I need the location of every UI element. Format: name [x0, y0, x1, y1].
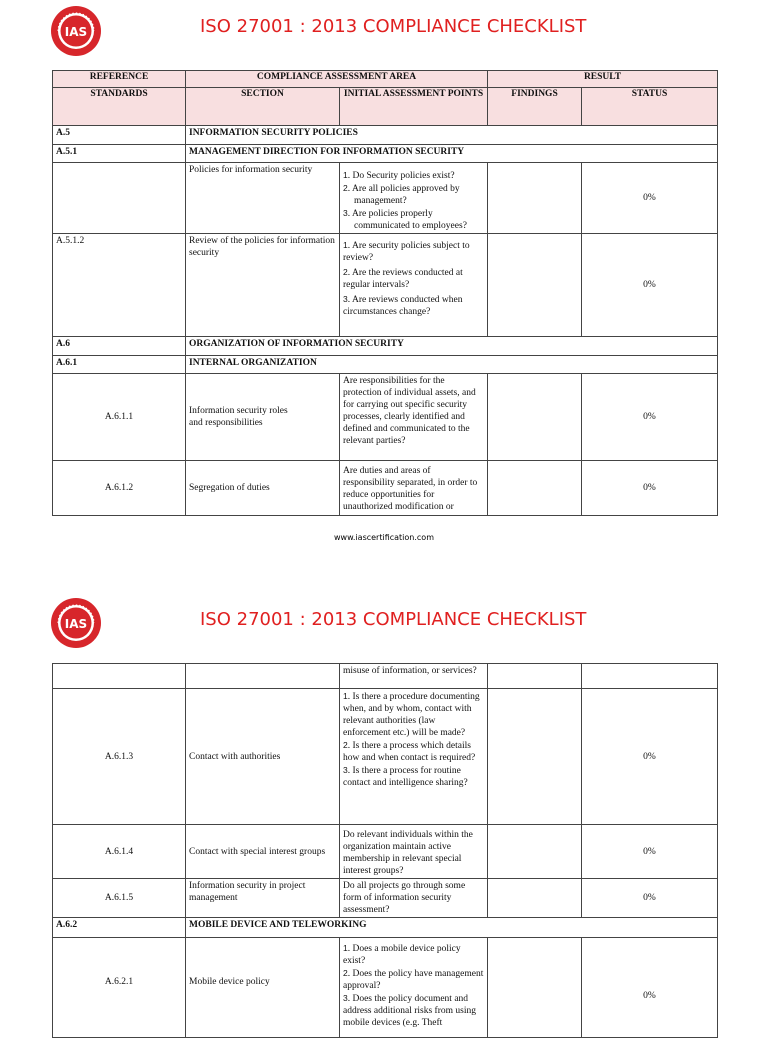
table-row: [53, 825, 718, 879]
section-cell: Policies for information security: [186, 163, 340, 234]
findings-cell: [488, 664, 582, 689]
col-reference: REFERENCE: [53, 71, 186, 88]
svg-text:IAS: IAS: [64, 25, 88, 39]
points-cell: misuse of information, or services?: [340, 664, 488, 689]
points-cell: Do all projects go through some form of information security assessment?: [340, 879, 488, 918]
ref-cell: A.6.2.1: [53, 938, 186, 1038]
col-points: INITIAL ASSESSMENT POINTS: [340, 88, 488, 126]
section-row: [53, 337, 718, 356]
ref-cell: A.6.1.2: [53, 461, 186, 516]
section-cell: [186, 664, 340, 689]
ref-cell: [53, 163, 186, 234]
ref-cell: A.5.1.2: [53, 234, 186, 337]
col-section: SECTION: [186, 88, 340, 126]
section-cell: Contact with authorities: [186, 689, 340, 825]
footer-url: www.iascertification.com: [334, 533, 434, 542]
findings-cell: [488, 689, 582, 825]
col-result: RESULT: [488, 71, 718, 88]
checklist-table: [52, 70, 718, 516]
section-title: MOBILE DEVICE AND TELEWORKING: [186, 918, 718, 938]
status-cell: 0%: [582, 825, 718, 879]
table-row: [53, 234, 718, 337]
col-standards: STANDARDS: [53, 88, 186, 126]
table-row: [53, 664, 718, 689]
status-cell: 0%: [582, 461, 718, 516]
status-cell: 0%: [582, 234, 718, 337]
status-cell: 0%: [582, 689, 718, 825]
status-cell: 0%: [582, 374, 718, 461]
findings-cell: [488, 374, 582, 461]
ref-cell: A.6.1.4: [53, 825, 186, 879]
findings-cell: [488, 461, 582, 516]
status-cell: 0%: [582, 938, 718, 1038]
status-cell: 0%: [582, 879, 718, 918]
ias-logo: [50, 5, 102, 57]
status-cell: 0%: [582, 163, 718, 234]
ref-cell: A.6.1: [53, 356, 186, 374]
page-title: ISO 27001 : 2013 COMPLIANCE CHECKLIST: [200, 609, 587, 630]
section-row: [53, 356, 718, 374]
checklist-table: [52, 663, 718, 1038]
section-cell: Contact with special interest groups: [186, 825, 340, 879]
ref-cell: A.6.1.1: [53, 374, 186, 461]
findings-cell: [488, 163, 582, 234]
col-findings: FINDINGS: [488, 88, 582, 126]
points-cell: Are duties and areas of responsibility separated, in order to reduce opportunities for unauthorized modification or: [340, 461, 488, 516]
table-row: [53, 163, 718, 234]
findings-cell: [488, 879, 582, 918]
ias-logo: [50, 597, 102, 649]
section-row: [53, 145, 718, 163]
section-cell: Review of the policies for information security: [186, 234, 340, 337]
section-row: [53, 126, 718, 145]
ref-cell: A.6.1.5: [53, 879, 186, 918]
section-title: MANAGEMENT DIRECTION FOR INFORMATION SECURITY: [186, 145, 718, 163]
status-cell: [582, 664, 718, 689]
points-cell: 1. Is there a procedure documenting when, and by whom, contact with relevant authorities (law enforcement etc.) will be made? 2. Is there a process which details how and when contact is required? 3. Is there a process for routine contact and intelligence sharing?: [340, 689, 488, 825]
ref-cell: A.6.2: [53, 918, 186, 938]
section-title: INTERNAL ORGANIZATION: [186, 356, 718, 374]
ref-cell: A.5.1: [53, 145, 186, 163]
findings-cell: [488, 234, 582, 337]
points-cell: Do relevant individuals within the organization maintain active membership in relevant special interest groups?: [340, 825, 488, 879]
section-cell: Mobile device policy: [186, 938, 340, 1038]
section-cell: Information security roles and responsibilities: [186, 374, 340, 461]
findings-cell: [488, 938, 582, 1038]
ref-cell: A.6: [53, 337, 186, 356]
points-cell: Are responsibilities for the protection of individual assets, and for carrying out specific security processes, clearly identified and defined and communicated to the relevant parties?: [340, 374, 488, 461]
findings-cell: [488, 825, 582, 879]
section-row: [53, 918, 718, 938]
section-title: ORGANIZATION OF INFORMATION SECURITY: [186, 337, 718, 356]
table-row: [53, 461, 718, 516]
ref-cell: [53, 664, 186, 689]
ref-cell: A.6.1.3: [53, 689, 186, 825]
section-cell: Segregation of duties: [186, 461, 340, 516]
points-cell: 1. Are security policies subject to review? 2. Are the reviews conducted at regular intervals? 3. Are reviews conducted when circumstances change?: [340, 234, 488, 337]
col-area: COMPLIANCE ASSESSMENT AREA: [186, 71, 488, 88]
section-title: INFORMATION SECURITY POLICIES: [186, 126, 718, 145]
table-row: [53, 689, 718, 825]
col-status: STATUS: [582, 88, 718, 126]
section-cell: Information security in project management: [186, 879, 340, 918]
table-row: [53, 879, 718, 918]
points-cell: 1. Do Security policies exist? 2. Are all policies approved by management? 3. Are policies properly communicated to employees?: [340, 163, 488, 234]
svg-text:IAS: IAS: [64, 617, 88, 631]
table-row: [53, 374, 718, 461]
ref-cell: A.5: [53, 126, 186, 145]
points-cell: 1. Does a mobile device policy exist? 2. Does the policy have management approval? 3. Does the policy document and address additional risks from using mobile devices (e.g. Theft: [340, 938, 488, 1038]
page-title: ISO 27001 : 2013 COMPLIANCE CHECKLIST: [200, 16, 587, 37]
table-row: [53, 938, 718, 1038]
